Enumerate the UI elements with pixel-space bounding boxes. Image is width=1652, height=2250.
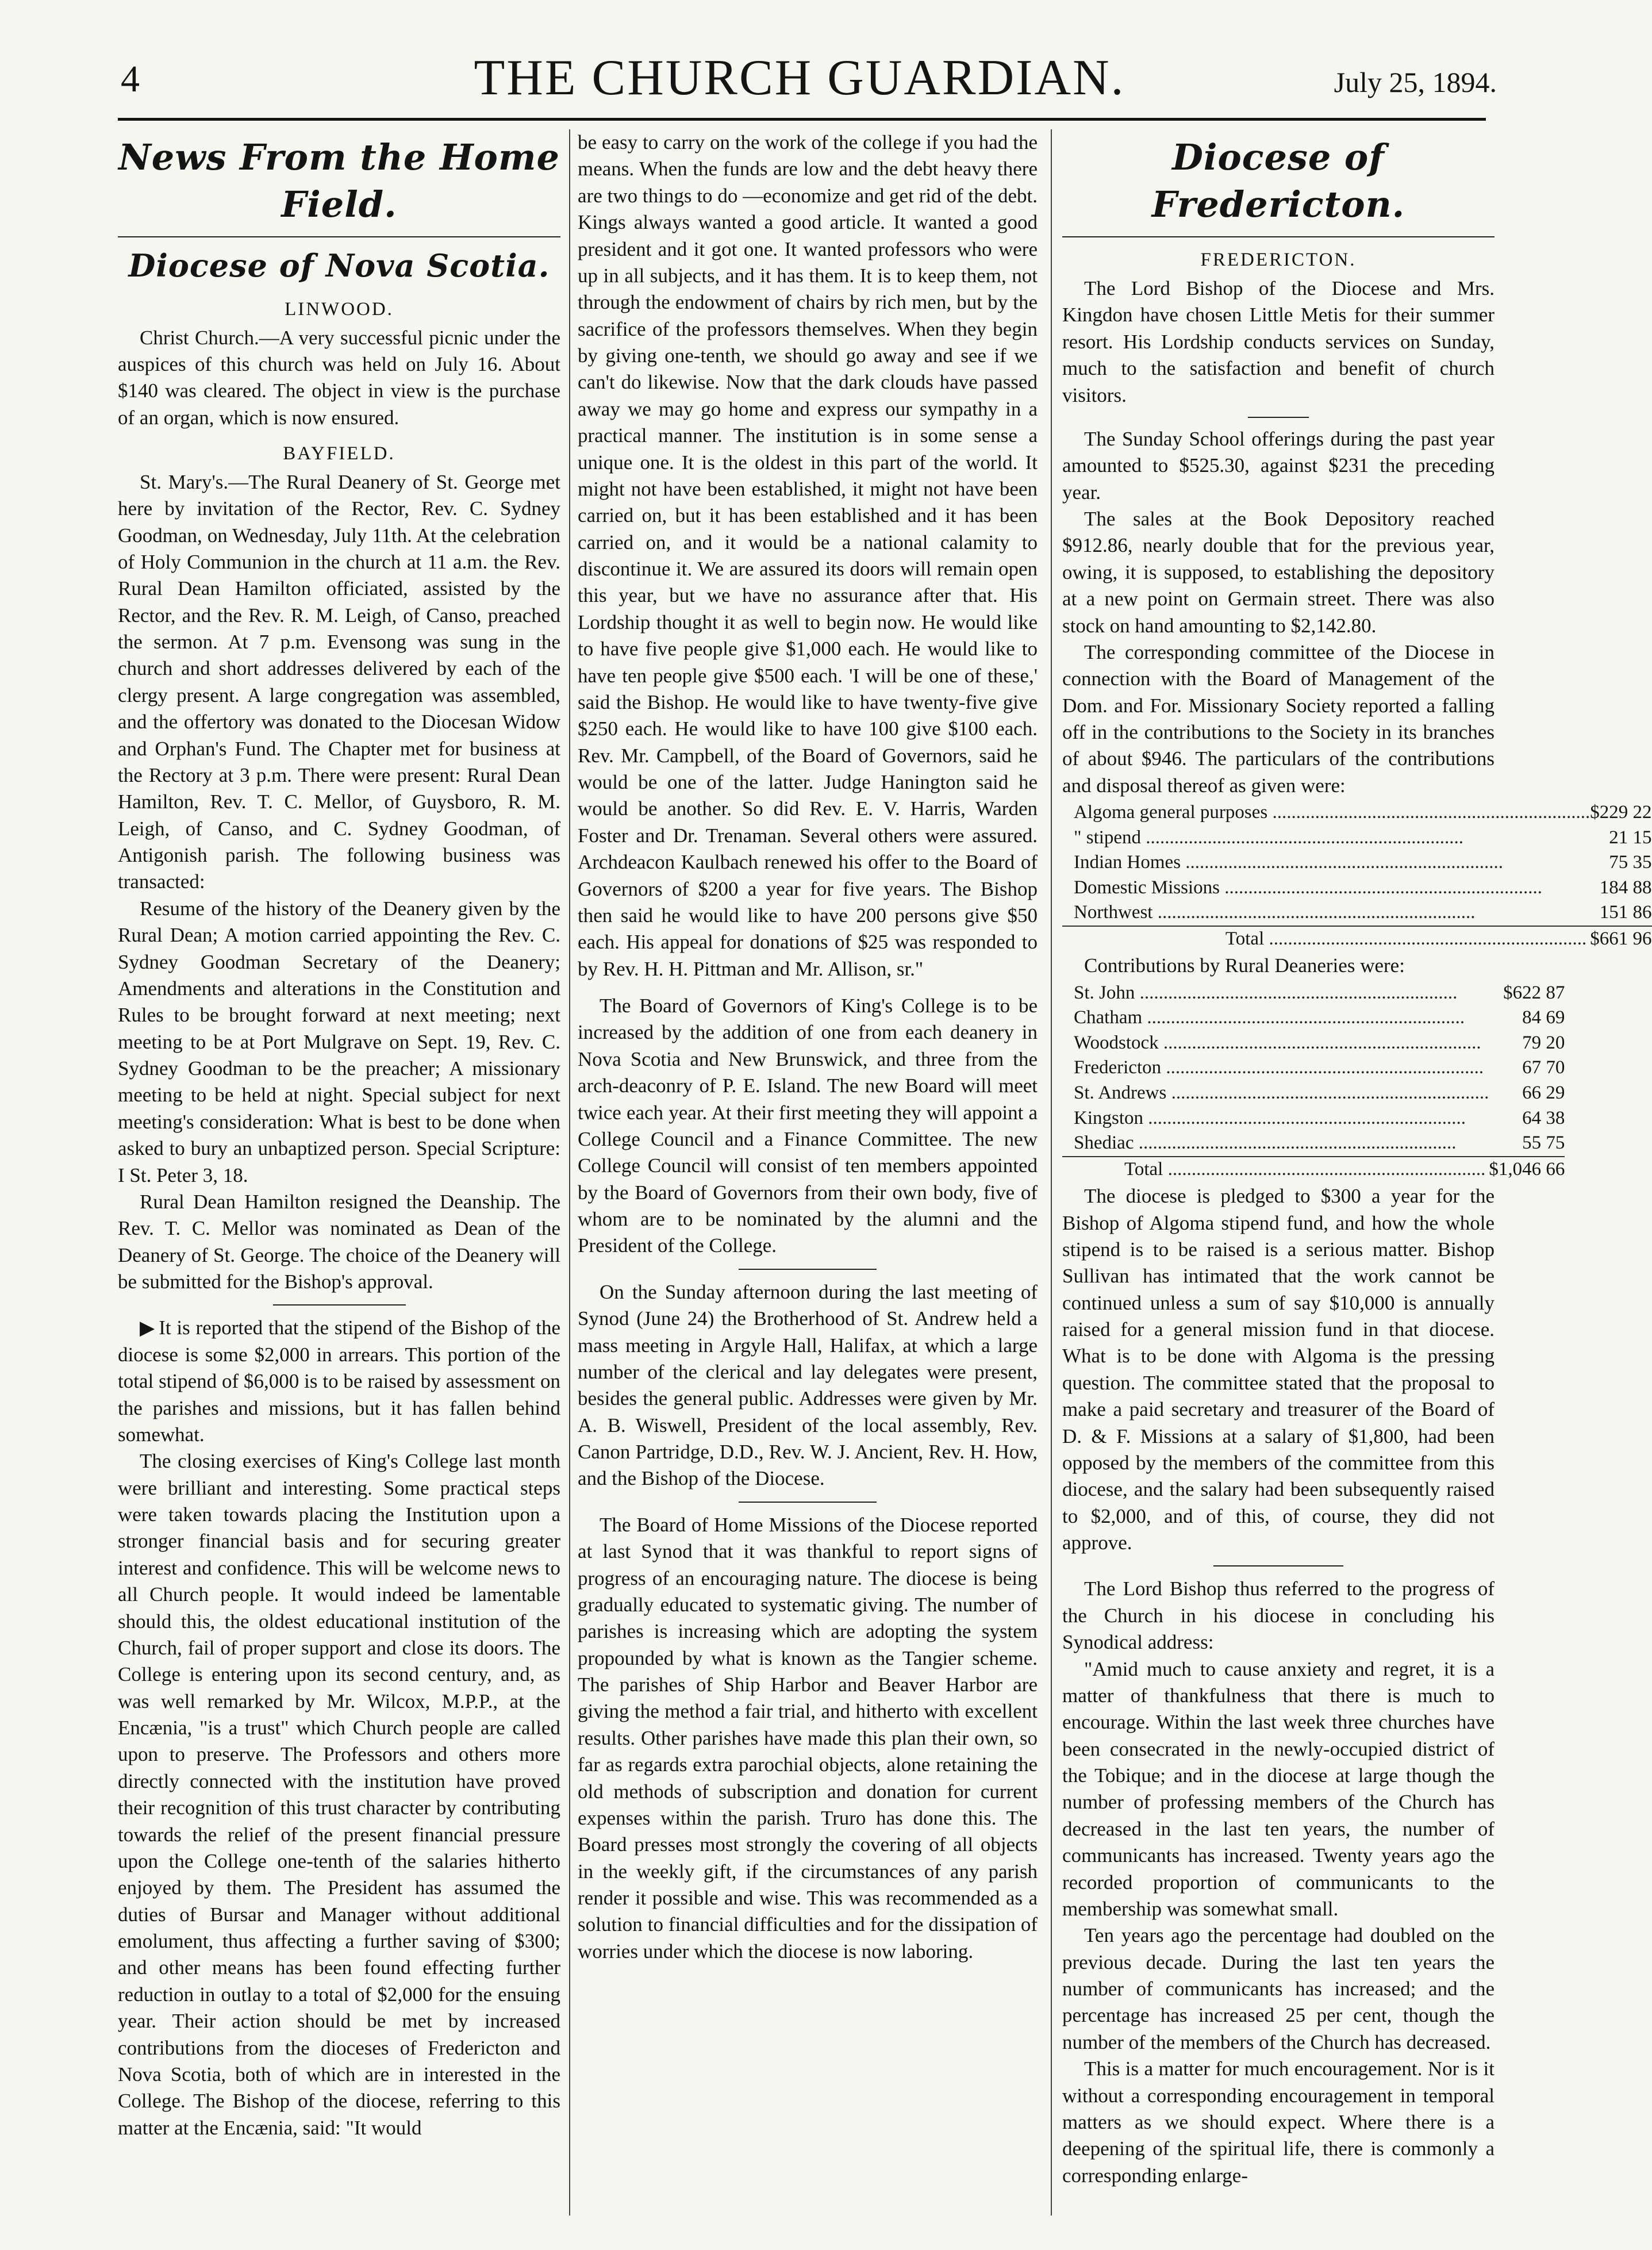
newspaper-title: THE CHURCH GUARDIAN. (474, 50, 1125, 106)
separator (1213, 1565, 1343, 1566)
diocese-heading: Diocese of Nova Scotia. (128, 247, 550, 285)
article-paragraph: The sales at the Book Depository reached $912.86, nearly double that for the previous year, owing, it is supposed, to establishing the depository at a new point on Germain street. There was also stock on hand amounting to $2,142.80. (1062, 508, 1495, 637)
total-row: Total ..... $1,046 66 (1062, 1157, 1565, 1182)
article-paragraph: Contributions by Rural Deaneries were: (1084, 954, 1405, 977)
table-row: Domestic Missions ..... 184 88 (1062, 876, 1652, 901)
article-paragraph: be easy to carry on the work of the college if you had the means. When the funds are low and the debt heavy there are two things to do —economize and get rid of the debt. Kings always wanted a good article. It wanted a good president and it got one. It wanted professors who were up in all subjects, and it has them. It is to keep them, not through the endowment of chairs by rich men, but by the sacrifice of the professors themselves. When they begin by giving one-tenth, we should go away and see if we can't do likewise. Now that the dark clouds have passed away we may go home and express our sympathy in a practical manner. The institution is in some sense a unique one. It is the oldest in this part of the world. It might not have been established, it might not have been carried on, but it has been established and it has been carried on, and it would be a national calamity to discontinue it. We are assured its doors will remain open this year, but we have no assurance after that. His Lordship thought it as well to begin now. He would like to have five people give $1,000 each. He would like to have ten people give $500 each. 'I will be one of these,' said the Bishop. He would like to have twenty-five give $250 each. He would like to have 100 give $100 each. Rev. Mr. Campbell, of the Board of Governors, said he would be one of the latter. Judge Hanington said he would be another. So did Rev. E. V. Harris, Warden Foster and Dr. Trenaman. Several others were assured. Archdeacon Kaulbach renewed his offer to the Board of Governors of $200 a year for five years. The Bishop then said he would like to have 200 persons give $50 each. His appeal for donations of $25 was responded to by Rev. H. H. Pittman and Mr. Allison, sr." (578, 131, 1038, 980)
article-paragraph: The Board of Home Missions of the Diocese reported at last Synod that it was thankful to report signs of progress of an encouraging nature. The diocese is being gradually educated to systematic giving. The number of parishes is increasing which are adopting the system propounded by what is known as the Tangier scheme. The parishes of Ship Harbor and Beaver Harbor are giving the method a fair trial, and hitherto with excellent results. Other parishes have made this plan their own, so far as regards extra parochial objects, alone retaining the old methods of subscription and donation for current expenses within the parish. Truro has done this. The Board presses most strongly the covering of all objects in the weekly gift, if the circumstances of any parish render it possible and wise. This was recommended as a solution to financial difficulties and for the dissipation of worries under which the diocese is now laboring. (578, 1513, 1038, 1963)
article-paragraph: Ten years ago the percentage had doubled on the previous decade. During the last ten years the number of communicants has increased; and the percentage has increased 25 per cent, though the number of the members of the Church has decreased. (1062, 1924, 1495, 2053)
table-row: Kingston ..... 64 38 (1062, 1106, 1565, 1131)
table-row: Shediac ..... 55 75 (1062, 1131, 1565, 1157)
table-row: Fredericton ..... 67 70 (1062, 1055, 1565, 1081)
pointer-icon: ▶ (140, 1318, 156, 1339)
place-heading: BAYFIELD. (283, 443, 395, 464)
column-1 (118, 129, 560, 2221)
place-heading: LINWOOD. (285, 298, 394, 320)
separator (273, 1304, 406, 1306)
article-paragraph: "Amid much to cause anxiety and regret, it is a matter of thankfulness that there is much to encourage. Within the last week three churches have been consecrated in the newly-occupied district of the Tobique; and in the diocese at large though the number of professing members of the Church has decreased in the last ten years, the number of communicants has increased. Twenty years ago the recorded proportion of communicants to the membership was somewhat small. (1062, 1657, 1495, 1920)
column-2 (578, 129, 1038, 2221)
article-paragraph: Resume of the history of the Deanery given by the Rural Dean; A motion carried appointing the Rev. C. Sydney Goodman Secretary of the Deanery; Amendments and alterations in the Constitution and Rules to be brought forward at next meeting; next meeting to be at Port Mulgrave on Sept. 19, Rev. C. Sydney Goodman to be the preacher; A missionary meeting to be held at night. Special subject for next meeting's consideration: What is best to be done when asked to bury an unbaptized person. Special Scripture: I St. Peter 3, 18. (118, 897, 560, 1187)
article-paragraph: On the Sunday afternoon during the last meeting of Synod (June 24) the Brotherhood of St. Andrew held a mass meeting in Argyle Hall, Halifax, at which a large number of the clerical and lay delegates were present, besides the general public. Addresses were given by Mr. A. B. Wiswell, President of the local assembly, Rev. Canon Partridge, D.D., Rev. W. J. Ancient, Rev. H. How, and the Bishop of the Diocese. (578, 1280, 1038, 1490)
article-paragraph: Rural Dean Hamilton resigned the Deanship. The Rev. T. C. Mellor was nominated as Dean of the Deanery of St. George. The choice of the Deanery will be submitted for the Bishop's approval. (118, 1190, 560, 1293)
separator (739, 1269, 877, 1270)
disposal-table (1062, 800, 1652, 951)
article-paragraph: This is a matter for much encouragement. Nor is it without a corresponding encouragement in temporal matters as we should expect. Where there is a deepening of the spiritual life, there is commonly a corresponding enlarge- (1062, 2057, 1495, 2187)
article-paragraph: The Board of Governors of King's College is to be increased by the addition of one from each deanery in Nova Scotia and New Brunswick, and three from the arch-deaconry of P. E. Island. The new Board will meet twice each year. At their first meeting they will appoint a College Council and a Finance Committee. The new College Council will consist of ten members appointed by the Board of Governors from their own body, five of whom are to be nominated by the alumni and the President of the College. (578, 995, 1038, 1257)
column-divider (569, 129, 570, 2216)
section-rule (1062, 236, 1495, 237)
table-row: Woodstock ..... 79 20 (1062, 1031, 1565, 1056)
table-row: Chatham ..... 84 69 (1062, 1005, 1565, 1031)
article-paragraph: The diocese is pledged to $300 a year for the Bishop of Algoma stipend fund, and how the whole stipend is to be raised is a serious matter. Bishop Sullivan has intimated that the work cannot be continued unless a sum of say $10,000 is annually raised for a general mission fund in that diocese. What is to be done with Algoma is the pressing question. The committee stated that the proposal to make a paid secretary and treasurer of the Board of D. & F. Missions at a salary of $1,800, had been opposed by the members of the committee from this diocese, and the salary had been subsequently raised to $2,000, and of this, of course, they did not approve. (1062, 1185, 1495, 1554)
table-row: " stipend ..... 21 15 (1062, 825, 1652, 851)
column-3 (1062, 129, 1652, 2221)
total-row: Total ..... $661 96 (1062, 926, 1652, 952)
article-paragraph: The Sunday School offerings during the past year amounted to $525.30, against $231 the preceding year. (1062, 427, 1495, 504)
article-paragraph: The Lord Bishop thus referred to the progress of the Church in his diocese in concluding his Synodical address: (1062, 1577, 1495, 1654)
separator (1248, 417, 1308, 418)
table-row: Algoma general purposes ..... $229 22 (1062, 800, 1652, 825)
article-paragraph: The corresponding committee of the Diocese in connection with the Board of Management of the Dom. and For. Missionary Society reported a falling off in the contributions to the Society in its branches of about $946. The particulars of the contributions and disposal thereof as given were: (1062, 640, 1495, 797)
section-heading: News From the Home Field. (118, 136, 560, 226)
article-paragraph: The Lord Bishop of the Diocese and Mrs. Kingdon have chosen Little Metis for their summer resort. His Lordship conducts services on Sunday, much to the satisfaction and benefit of church visitors. (1062, 277, 1495, 406)
deaneries-table (1062, 981, 1565, 1182)
table-row: Northwest ..... 151 86 (1062, 900, 1652, 926)
column-divider (1051, 129, 1052, 2216)
table-row: St. Andrews ..... 66 29 (1062, 1081, 1565, 1106)
page-number: 4 (121, 58, 140, 100)
place-heading: FREDERICTON. (1200, 249, 1357, 271)
article-paragraph: ▶ It is reported that the stipend of the Bishop of the diocese is some $2,000 in arrears. This portion of the total stipend of $6,000 is to be raised by assessment on the parishes and missions, but it has fallen behind somewhat. (118, 1316, 560, 1446)
table-row: Indian Homes ..... 75 35 (1062, 850, 1652, 876)
section-rule (118, 236, 560, 237)
diocese-heading: Diocese of Fredericton. (1151, 136, 1405, 226)
article-paragraph: The closing exercises of King's College last month were brilliant and interesting. Some practical steps were taken towards placing the Institution upon a stronger financial basis and for securing greater interest and confidence. This will be welcome news to all Church people. It would indeed be lamentable should this, the oldest educational institution of the Church, fail of proper support and close its doors. The College is entering upon its second century, and, as was well remarked by Mr. Wilcox, M.P.P., at the Encænia, "is a trust" which Church people are called upon to preserve. The Professors and others more directly connected with the institution have proved their recognition of this trust character by contributing towards the relief of the present financial pressure upon the College one-tenth of the salaries hitherto enjoyed by them. The President has assumed the duties of Bursar and Manager without additional emolument, thus affecting a further saving of $300; and other means has been found effecting further reduction in outlay to a total of $2,000 for the ensuing year. Their action should be met by increased contributions from the dioceses of Fredericton and Nova Scotia, both of which are in interested in the College. The Bishop of the diocese, referring to this matter at the Encænia, said: "It would (118, 1450, 560, 2139)
issue-date: July 25, 1894. (1334, 66, 1497, 98)
separator (739, 1502, 877, 1503)
masthead-rule (118, 118, 1486, 121)
table-row: St. John ..... $622 87 (1062, 981, 1565, 1006)
article-paragraph: St. Mary's.—The Rural Deanery of St. George met here by invitation of the Rector, Rev. C. Sydney Goodman, on Wednesday, July 11th. At the celebration of Holy Communion in the church at 11 a.m. the Rev. Rural Dean Hamilton officiated, assisted by the Rector, and the Rev. R. M. Leigh, of Canso, preached the sermon. At 7 p.m. Evensong was sung in the church and short addresses delivered by each of the clergy present. A large congregation was assembled, and the offertory was donated to the Diocesan Widow and Orphan's Fund. The Chapter met for business at the Rectory at 3 p.m. There were present: Rural Dean Hamilton, Rev. T. C. Mellor, of Guysboro, R. M. Leigh, of Canso, and C. Sydney Goodman, of Antigonish parish. The following business was transacted: (118, 470, 560, 893)
article-paragraph: Christ Church.—A very successful picnic under the auspices of this church was held on July 16. About $140 was cleared. The object in view is the purchase of an organ, which is now ensured. (118, 326, 560, 429)
